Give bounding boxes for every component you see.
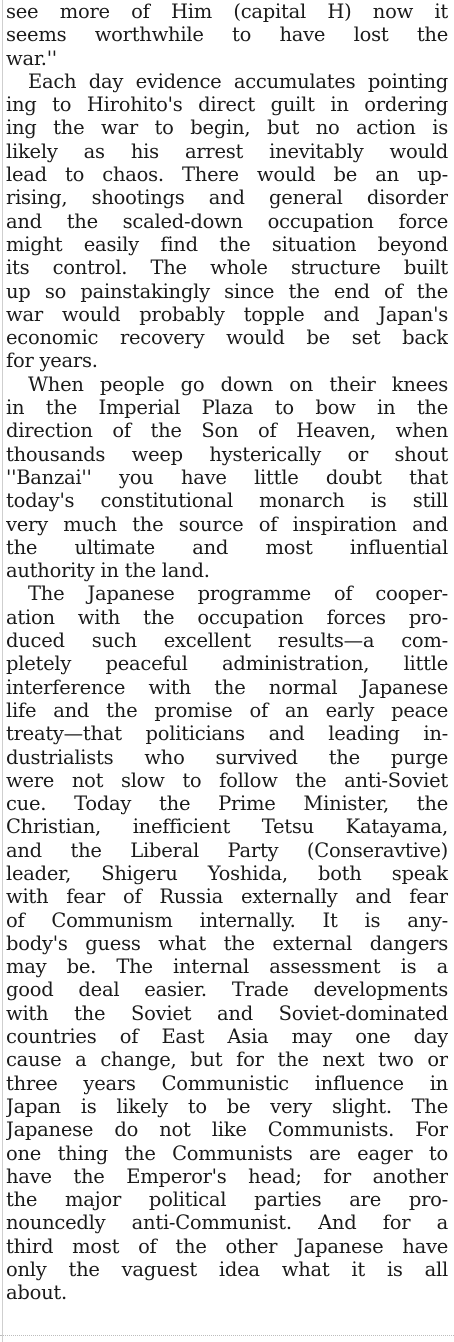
article-paragraph [6, 70, 448, 373]
text-line: very much the source of inspiration and [6, 512, 448, 536]
text-line: and the Liberal Party (Conseravtive) [6, 838, 448, 862]
text-line: pletely peaceful administration, little [6, 652, 448, 676]
text-line: war would probably topple and Japan's [6, 302, 448, 326]
text-line: When people go down on their knees [28, 372, 448, 396]
text-line: Each day evidence accumulates pointing [28, 69, 448, 93]
text-line: cue. Today the Prime Minister, the [6, 792, 448, 816]
text-line: ''Banzai'' you have little doubt that [6, 465, 448, 489]
text-line: and the scaled-down occupation force [6, 209, 448, 233]
text-line: third most of the other Japanese have [6, 1234, 448, 1258]
text-line: Japanese do not like Communists. For [6, 1118, 448, 1142]
text-line: only the vaguest idea what it is all [6, 1258, 448, 1282]
text-line: body's guess what the external dangers [6, 931, 448, 955]
article-paragraph [6, 373, 448, 583]
text-line: dustrialists who survived the purge [6, 745, 448, 769]
text-line: in the Imperial Plaza to bow in the [6, 396, 448, 420]
text-line: with fear of Russia externally and fear [6, 885, 448, 909]
text-line: The Japanese programme of cooper- [28, 582, 448, 606]
text-line: were not slow to follow the anti-Soviet [6, 768, 448, 792]
text-line: leader, Shigeru Yoshida, both speak [6, 861, 448, 885]
text-line: good deal easier. Trade developments [6, 978, 448, 1002]
text-line: Christian, inefficient Tetsu Katayama, [6, 815, 448, 839]
text-line: one thing the Communists are eager to [6, 1141, 448, 1165]
text-line: with the Soviet and Soviet-dominated [6, 1001, 448, 1025]
text-line: ing to Hirohito's direct guilt in ordering [6, 93, 448, 117]
text-line: up so painstakingly since the end of the [6, 279, 448, 303]
text-line: have the Emperor's head; for another [6, 1164, 448, 1188]
text-line: the major political parties are pro- [6, 1188, 448, 1212]
text-line: today's constitutional monarch is still [6, 489, 448, 513]
column-rule [2, 0, 3, 1342]
text-line: for years. [6, 349, 98, 373]
text-line: might easily find the situation beyond [6, 232, 448, 256]
text-line: three years Communistic influence in [6, 1071, 448, 1095]
text-line: of Communism internally. It is any- [6, 908, 448, 932]
text-line: Japan is likely to be very slight. The [6, 1094, 448, 1118]
text-line: treaty—that politicians and leading in- [6, 722, 448, 746]
text-line: ation with the occupation forces pro- [6, 605, 448, 629]
text-line: countries of East Asia may one day [6, 1025, 448, 1049]
page-bottom-edge [0, 1335, 454, 1336]
text-line: thousands weep hysterically or shout [6, 442, 448, 466]
article-paragraph [6, 582, 448, 1304]
text-line: its control. The whole structure built [6, 256, 448, 280]
text-line: war.'' [6, 46, 57, 70]
text-line: rising, shootings and general disorder [6, 186, 448, 210]
text-line: life and the promise of an early peace [6, 698, 448, 722]
text-line: ing the war to begin, but no action is [6, 116, 448, 140]
text-line: duced such excellent results—a com- [6, 629, 448, 653]
text-line: the ultimate and most influential [6, 535, 448, 559]
text-line: authority in the land. [6, 559, 210, 583]
text-line: cause a change, but for the next two or [6, 1048, 448, 1072]
text-line: about. [6, 1281, 67, 1305]
text-line: nouncedly anti-Communist. And for a [6, 1211, 448, 1235]
text-line: likely as his arrest inevitably would [6, 139, 448, 163]
text-line: direction of the Son of Heaven, when [6, 419, 448, 443]
text-line: economic recovery would be set back [6, 326, 448, 350]
text-line: interference with the normal Japanese [6, 675, 448, 699]
article-paragraph [6, 0, 448, 70]
text-line: lead to chaos. There would be an up- [6, 163, 448, 187]
text-line: may be. The internal assessment is a [6, 955, 448, 979]
text-line: seems worthwhile to have lost the [6, 23, 448, 47]
text-line: see more of Him (capital H) now it [6, 0, 448, 23]
